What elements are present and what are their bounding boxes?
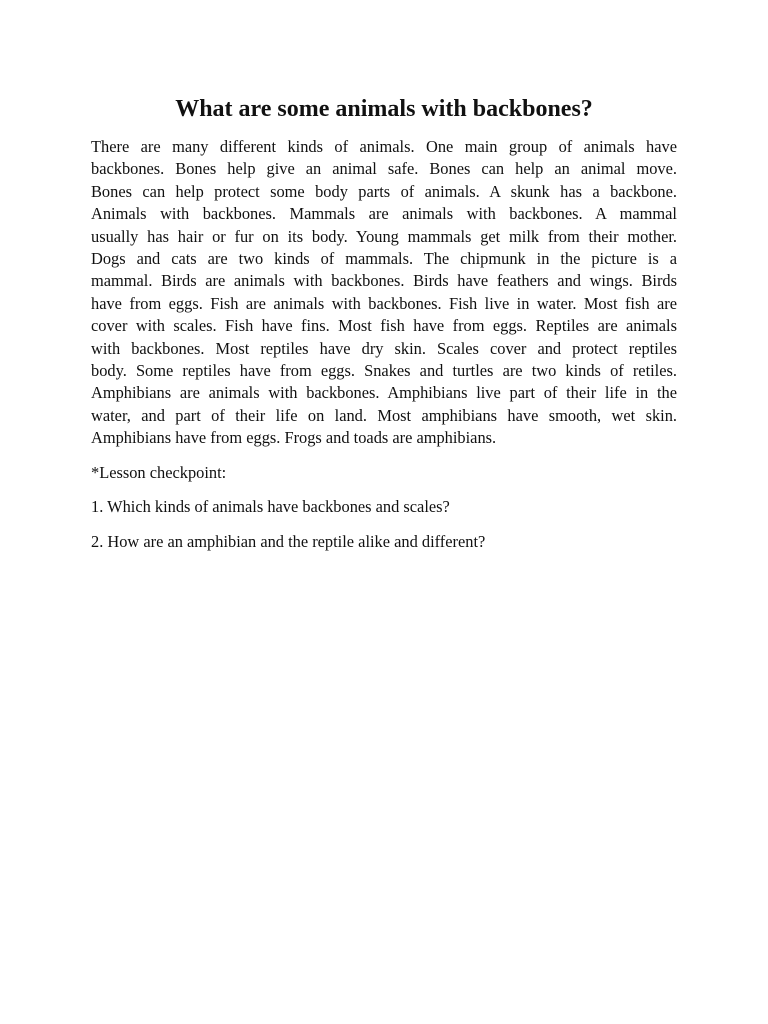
paragraph-line: cover with scales. Fish have fins. Most fish have from eggs. Reptiles are animals xyxy=(91,316,677,336)
question-2: 2. How are an amphibian and the reptile alike and different? xyxy=(91,531,486,551)
paragraph-line: mammal. Birds are animals with backbones. Birds have feathers and wings. Birds xyxy=(91,271,677,291)
paragraph-line: body. Some reptiles have from eggs. Snakes and turtles are two kinds of retiles. xyxy=(91,361,677,381)
question-1: 1. Which kinds of animals have backbones and scales? xyxy=(91,497,450,517)
paragraph-line: usually has hair or fur on its body. Young mammals get milk from their mother. xyxy=(91,226,677,246)
paragraph-line: with backbones. Most reptiles have dry skin. Scales cover and protect reptiles xyxy=(91,338,677,358)
document-title: What are some animals with backbones? xyxy=(175,96,593,122)
paragraph-line: Amphibians are animals with backbones. Amphibians live part of their life in the xyxy=(91,383,677,403)
main-paragraph xyxy=(91,136,677,450)
paragraph-line: Bones can help protect some body parts of animals. A skunk has a backbone. xyxy=(91,181,677,201)
paragraph-line: backbones. Bones help give an animal safe. Bones can help an animal move. xyxy=(91,159,677,179)
paragraph-line: Dogs and cats are two kinds of mammals. The chipmunk in the picture is a xyxy=(91,249,677,269)
checkpoint-heading: *Lesson checkpoint: xyxy=(91,462,227,482)
paragraph-line: There are many different kinds of animals. One main group of animals have xyxy=(91,137,677,156)
paragraph-line: have from eggs. Fish are animals with backbones. Fish live in water. Most fish are xyxy=(91,293,677,313)
paragraph-line: water, and part of their life on land. Most amphibians have smooth, wet skin. xyxy=(91,405,677,425)
paragraph-line: Amphibians have from eggs. Frogs and toads are amphibians. xyxy=(91,428,497,448)
paragraph-line: Animals with backbones. Mammals are animals with backbones. A mammal xyxy=(91,204,677,224)
